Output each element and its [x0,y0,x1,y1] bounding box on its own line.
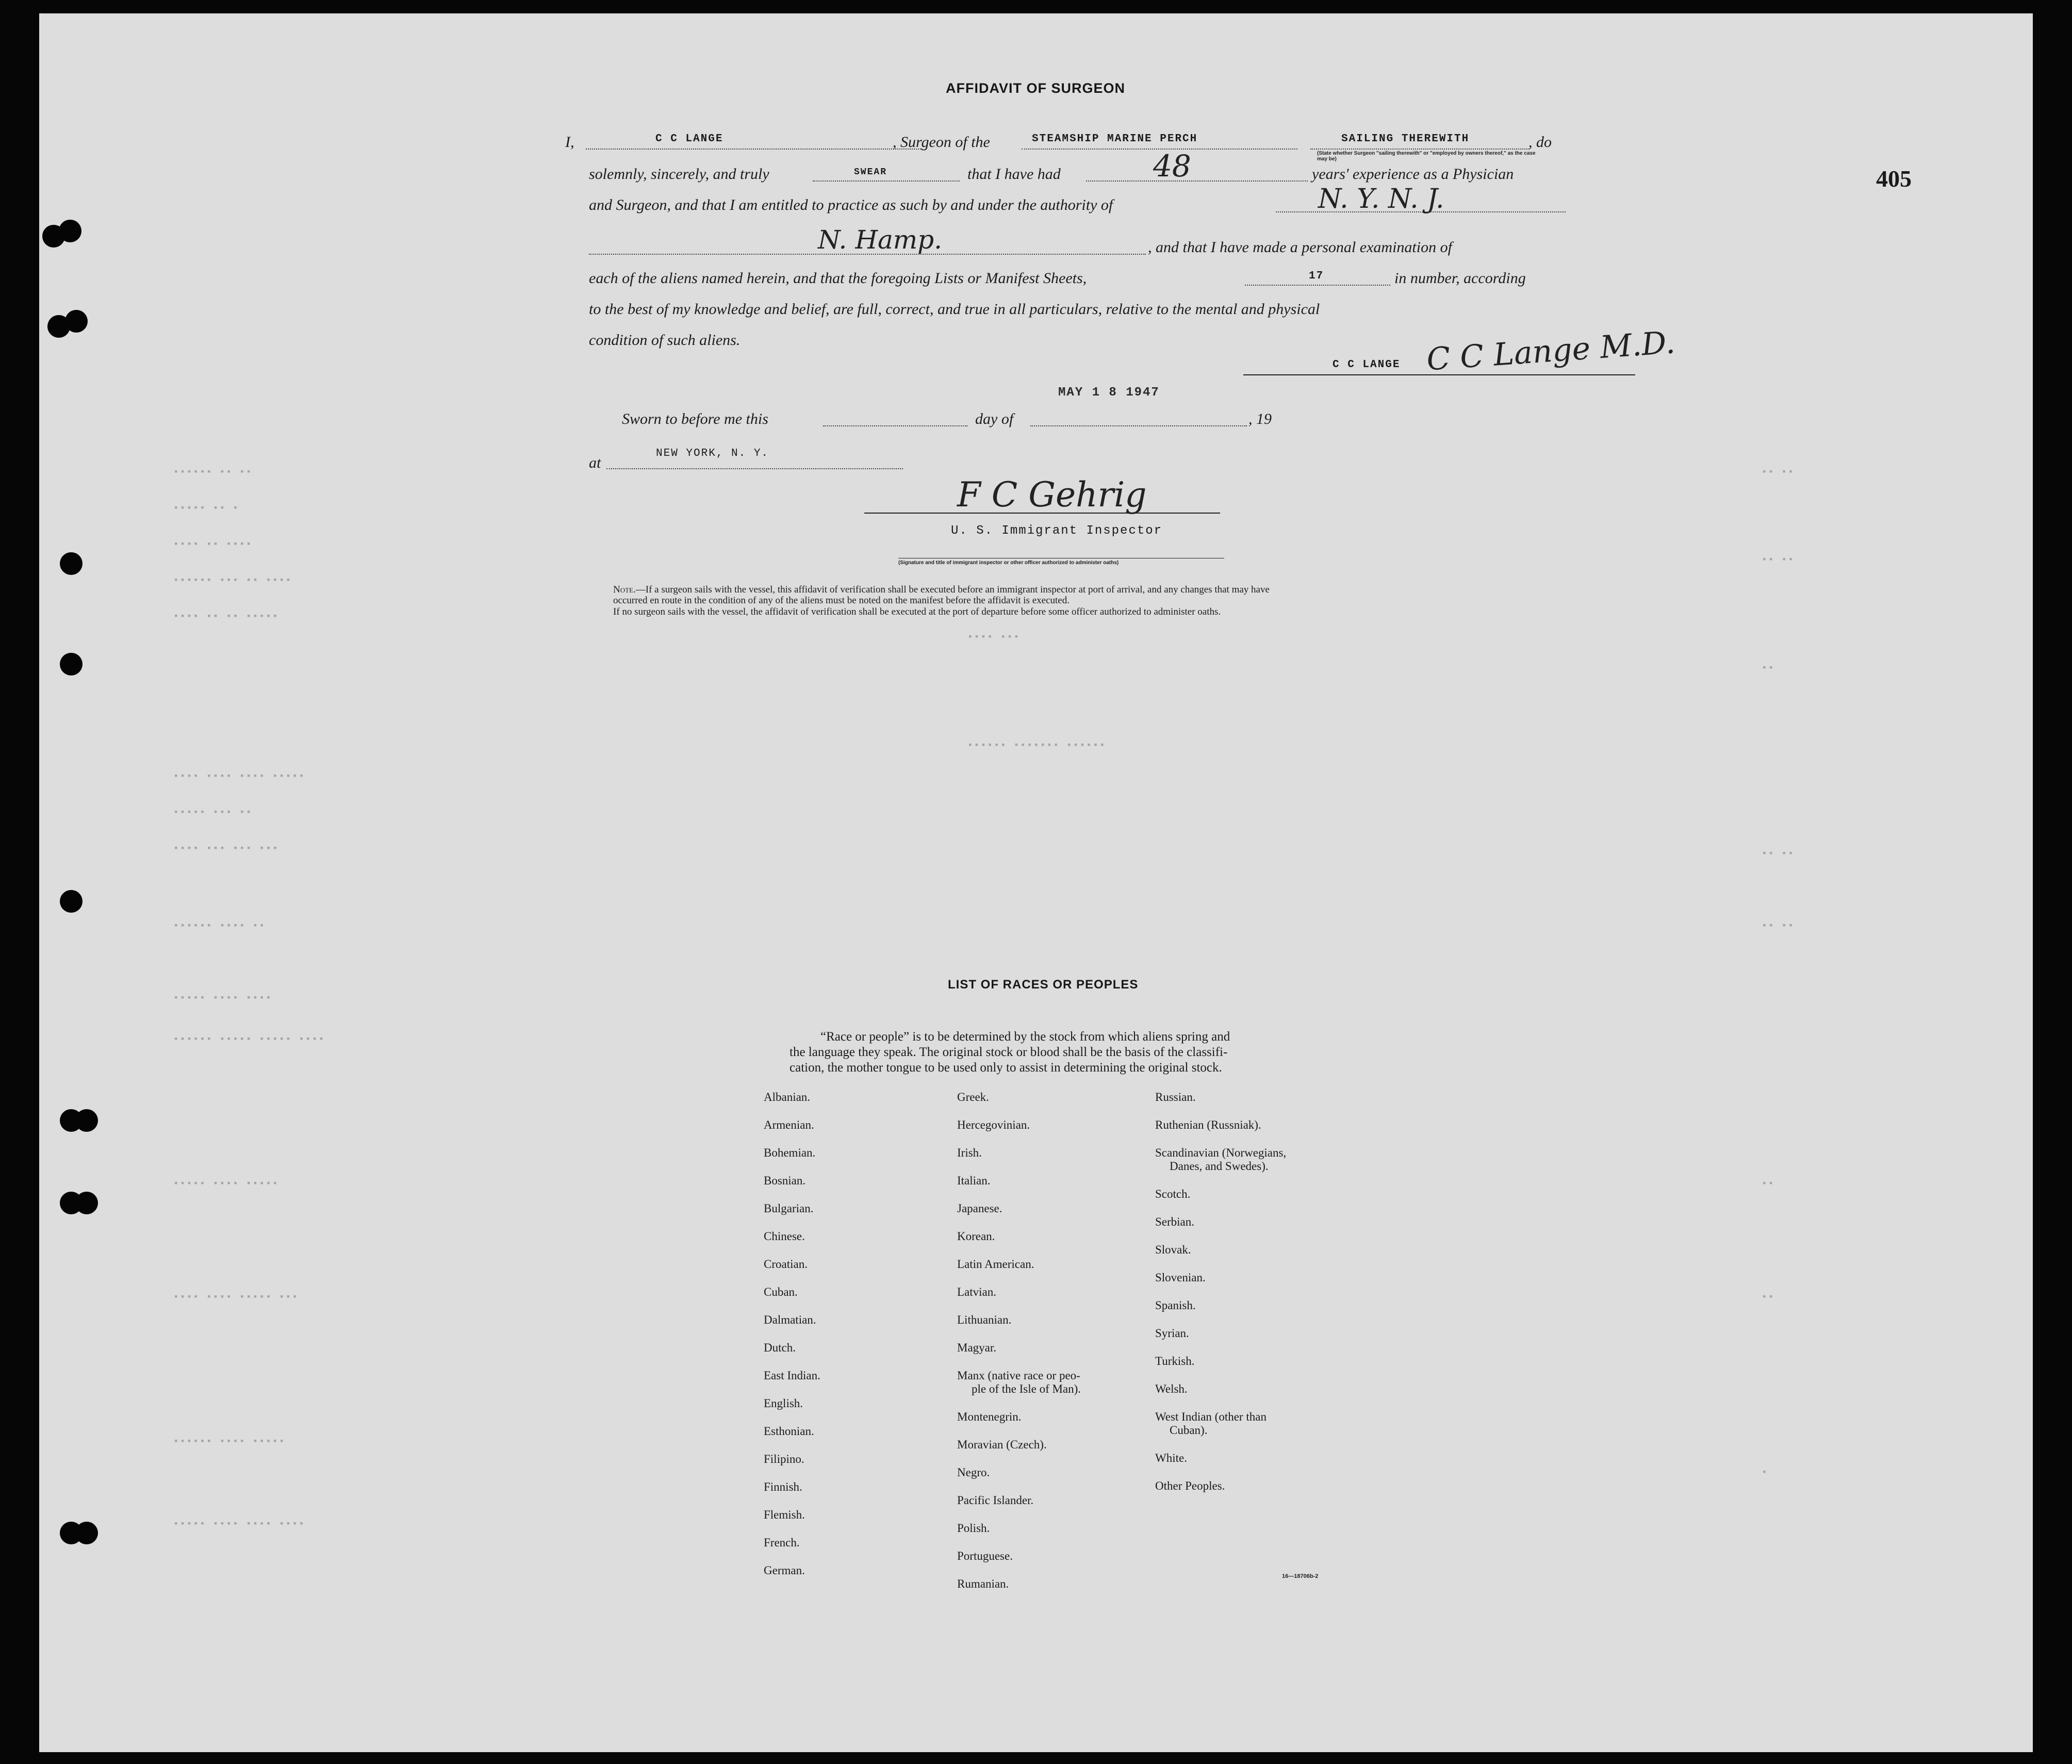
race-item: Croatian. [764,1258,808,1271]
race-item: Montenegrin. [957,1410,1022,1423]
race-item: Pacific Islander. [957,1494,1034,1507]
race-item: Syrian. [1155,1327,1189,1340]
races-intro-line-1: “Race or people” is to be determined by the stock from which aliens spring and [820,1030,1230,1044]
note-block [613,584,1270,595]
vessel-name: STEAMSHIP MARINE PERCH [1032,133,1198,145]
race-item: Spanish. [1155,1299,1196,1312]
blank-line [1030,425,1247,426]
surgeon-signature-typed: C C LANGE [1333,359,1401,371]
race-item: Ruthenian (Russniak). [1155,1118,1261,1131]
races-intro [790,1029,1230,1076]
inspector-signature-line [864,513,1220,514]
text-sworn: Sworn to before me this [622,410,768,427]
race-item: Finnish. [764,1480,802,1493]
race-item: Cuban. [764,1285,798,1298]
authority-states-2: N. Hamp. [818,225,943,255]
text-day-of: day of [975,410,1014,427]
race-item: French. [764,1536,800,1549]
authority-states: N. Y. N. J. [1318,184,1444,215]
inspector-signature-handwritten: F C Gehrig [957,475,1147,515]
race-item: Slovak. [1155,1243,1191,1256]
blank-line [1310,149,1530,150]
race-item: West Indian (other than [1155,1410,1267,1423]
race-item: Greek. [957,1091,989,1103]
note-line-3: If no surgeon sails with the vessel, the affidavit of verification shall be executed at the port of departure before some officer authorized to administer oaths. [613,606,1221,617]
race-item: German. [764,1564,805,1577]
blank-line [1086,180,1308,182]
race-item: Moravian (Czech). [957,1438,1047,1451]
race-item: Lithuanian. [957,1313,1012,1326]
text-at: at [589,454,601,471]
race-item: Latvian. [957,1285,996,1298]
races-title: LIST OF RACES OR PEOPLES [948,978,1139,992]
race-item: Chinese. [764,1230,805,1243]
race-item: Albanian. [764,1091,811,1103]
blank-line [813,180,960,182]
note-line-2: occurred en route in the condition of any of the aliens must be noted on the manifest before the affidavit is executed. [613,595,1070,606]
race-item: ple of the Isle of Man). [972,1382,1081,1395]
race-item: Scandinavian (Norwegians, [1155,1146,1287,1159]
race-item: Italian. [957,1174,991,1187]
race-item: Bulgarian. [764,1202,814,1215]
race-item: Esthonian. [764,1425,814,1438]
text-personal-exam: , and that I have made a personal examination of [1148,239,1452,256]
blank-line [586,149,921,150]
race-item: Scotch. [1155,1188,1191,1200]
race-item: Slovenian. [1155,1271,1206,1284]
manifest-sheet: ▪▪▪▪▪▪ ▪▪ ▪▪ ▪▪▪▪▪ ▪▪ ▪ ▪▪▪▪ ▪▪ ▪▪▪▪ ▪▪▪▪▪▪ ▪▪▪ ▪▪ ▪▪▪▪ ▪▪▪▪ ▪▪ ▪▪ ▪▪▪▪▪ ▪▪▪▪ ▪▪▪▪ ▪▪▪▪ ▪▪▪▪▪ ▪▪▪▪▪ ▪▪▪ ▪▪ ▪▪▪▪ ▪▪▪ ▪▪▪ ▪▪▪ ▪▪▪▪▪▪ ▪▪▪▪ ▪▪ ▪▪▪▪▪ ▪▪▪▪ ▪▪▪▪ ▪▪▪▪▪▪ ▪▪▪▪▪ ▪▪▪▪▪ ▪▪▪▪ ▪▪▪▪▪ ▪▪▪▪ ▪▪▪▪▪ ▪▪▪▪ ▪▪▪▪ ▪▪▪▪▪ ▪▪▪ ▪▪▪▪▪▪ ▪▪▪▪ ▪▪▪▪▪ ▪▪▪▪▪ ▪▪▪▪ ▪▪▪▪ ▪▪▪▪ ▪▪▪▪ ▪▪▪ ▪▪▪▪▪▪ ▪▪▪▪▪▪▪ ▪▪▪▪▪▪ ▪▪ ▪▪ ▪▪ ▪▪ ▪▪ ▪▪ ▪▪ ▪▪ ▪▪ ▪▪ ▪▪ ▪ 405 AFFIDAVIT OF SURGEON I, C C LANGE , Surgeon of the STEAMSHIP MARINE PERCH SAILING THEREWITH (State whether Surgeon "sailing therewith" or "employed by owners thereof," as the case may be) , do solemnly, sincerely, and truly SWEAR that I have had 48 years' experience as a Physician and Surgeon, and that I am entitled to practice as such by and under the authority of N. Y. N. J. N. Hamp. , and that I have made a personal examination of each of the aliens named herein, and that the foregoing Lists or Manifest Sheets, 17 in number, according to the best of my knowledge and belief, are full, correct, and true in all particulars, relative to the mental and physical condition of such aliens. C C LANGE C C Lange M.D. MAY 1 8 1947 Sworn to before me this day of , 19 at NEW YORK, N. Y. F C Gehrig U. S. Immigrant Inspector (Signature and title of immigrant inspector or other officer authorized to administer oaths) Note.—If a surgeon sails with the vessel, this affidavit of verification shall be executed before an immigrant inspector at port of arrival, and any changes that may have occurred en route in the condition of any of the aliens must be noted on the manifest before the affidavit is executed. If no surgeon sails with the vessel, the affidavit of verification shall be executed at the port of departure before some officer authorized to administer oaths. LIST OF RACES OR PEOPLES “Race or people” is to be determined by the stock from which aliens spring and the language they speak. The original stock or blood shall be the basis of the classifi- cation, the mother tongue to be used only to assist in determining the original stock. Albanian. Armenian. Bohemian. Bosnian. Bulgarian. Chinese. Croatian. Cuban. Dalmatian. Dutch. East Indian. English. Esthonian. Filipino. Finnish. Flemish. French. German. Greek. Hercegovinian. Irish. Italian. Japanese. Korean. Latin American. Latvian. Lithuanian. Magyar. Manx (native race or peo- ple of the Isle of Man). Montenegrin. Moravian (Czech). Negro. Pacific Islander. Polish. Portuguese. Rumanian. Russian. Ruthenian (Russniak). Scandinavian (Norwegians, Danes, and Swedes). Scotch. Serbian. Slovak. Slovenian. Spanish. Syrian. Turkish. Welsh. West Indian (other than Cuban). White. Other Peoples. 16—18706b-2 [39,13,2033,1752]
race-item: Portuguese. [957,1549,1013,1562]
affidavit-title: AFFIDAVIT OF SURGEON [946,80,1125,96]
blank-line [606,468,903,469]
race-item: Filipino. [764,1453,804,1465]
status-note: (State whether Surgeon "sailing therewith" or "employed by owners thereof," as the case may be) [1317,151,1536,162]
race-item: Negro. [957,1466,990,1479]
surgeon-name: C C LANGE [655,133,723,145]
race-item: Flemish. [764,1508,805,1521]
race-item: East Indian. [764,1369,820,1382]
text-i-have-had: that I have had [967,166,1061,183]
race-item: English. [764,1397,803,1410]
race-item: Dalmatian. [764,1313,816,1326]
date-stamp: MAY 1 8 1947 [1058,386,1160,400]
race-item: White. [1155,1452,1187,1464]
race-item: Irish. [957,1146,982,1159]
race-item: Latin American. [957,1258,1034,1271]
manifest-sheet-count: 17 [1309,270,1324,282]
note-label: Note. [613,584,636,595]
race-item: Danes, and Swedes). [1170,1160,1269,1173]
race-item: Other Peoples. [1155,1479,1225,1492]
race-item: Manx (native race or peo- [957,1369,1080,1382]
race-item: Cuban). [1170,1424,1208,1437]
text-surgeon-of-the: , Surgeon of the [893,134,990,151]
text-in-number: in number, according [1394,270,1526,287]
race-item: Polish. [957,1522,990,1535]
blank-line [823,425,967,426]
text-authority: and Surgeon, and that I am entitled to practice as such by and under the authority of [589,196,1113,213]
text-do: , do [1528,134,1552,151]
race-item: Russian. [1155,1091,1196,1103]
race-item: Bosnian. [764,1174,806,1187]
text-condition: condition of such aliens. [589,332,741,349]
race-item: Turkish. [1155,1355,1195,1367]
note-line-1: —If a surgeon sails with the vessel, this affidavit of verification shall be executed before an immigrant inspector at port of arrival, and any changes that may have [635,584,1270,595]
text-years-experience: years' experience as a Physician [1312,166,1514,183]
race-item: Bohemian. [764,1146,816,1159]
text-nineteen: , 19 [1248,410,1272,427]
oath-word: SWEAR [854,167,887,177]
years-experience: 48 [1153,149,1191,184]
text-each-alien: each of the aliens named herein, and that the foregoing Lists or Manifest Sheets, [589,270,1087,287]
race-item: Dutch. [764,1341,796,1354]
races-intro-line-3: cation, the mother tongue to be used only to assist in determining the original stock. [790,1061,1222,1075]
inspector-caption: (Signature and title of immigrant inspector or other officer authorized to administer oaths) [898,560,1119,566]
race-item: Serbian. [1155,1215,1195,1228]
races-intro-line-2: the language they speak. The original stock or blood shall be the basis of the classifi- [790,1045,1228,1059]
blank-line [1245,285,1390,286]
sworn-place: NEW YORK, N. Y. [656,448,769,459]
text-best-of-knowledge: to the best of my knowledge and belief, are full, correct, and true in all particulars, relative to the mental and physical [589,301,1320,318]
race-item: Welsh. [1155,1382,1188,1395]
race-item: Rumanian. [957,1577,1009,1590]
inspector-title: U. S. Immigrant Inspector [951,524,1163,538]
race-item: Magyar. [957,1341,997,1354]
surgeon-signature-handwritten: C C Lange M.D. [1425,324,1676,378]
text-solemnly: solemnly, sincerely, and truly [589,166,769,183]
race-item: Korean. [957,1230,995,1243]
race-item: Armenian. [764,1118,814,1131]
surgeon-status: SAILING THEREWITH [1341,133,1470,145]
race-item: Hercegovinian. [957,1118,1030,1131]
text-i: I, [565,134,574,151]
race-item: Japanese. [957,1202,1002,1215]
form-number: 16—18706b-2 [1282,1573,1319,1579]
page-number: 405 [1876,166,1912,192]
